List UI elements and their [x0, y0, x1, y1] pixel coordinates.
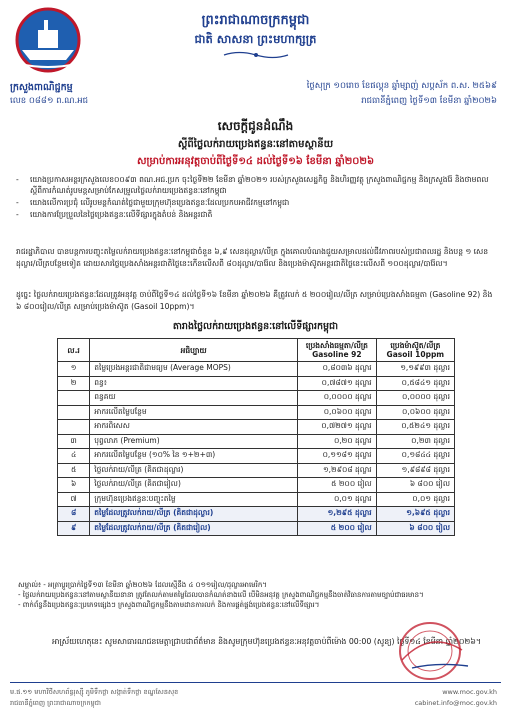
footer-website[interactable]: www.moc.gov.kh	[442, 688, 497, 696]
bullet-item: - យោងការប្រែប្រួលនៃថ្លៃប្រេងឥន្ធនៈលើទីផ្សារក្នុងតំបន់ និងអន្តរជាតិ	[16, 209, 496, 220]
row-number: ៨	[58, 507, 90, 522]
row-gasoline-price: ០,២០ ដុល្លារ	[298, 434, 377, 449]
row-diesel-price: ១,៦៩៥ ដុល្លារ	[376, 507, 454, 522]
body-paragraph-2: ដូច្នេះ ថ្លៃលក់រាយប្រេងឥន្ធនៈដែលត្រូវអនុវត្ត ចាប់ពីថ្ងៃទី១៤ ដល់ថ្ងៃទី១៦ ខែមីនា ឆ្នាំ២០២៦ គឺត្រូវលក់ ៥ ២០០រៀល/លីត្រ សម្រាប់ប្រេងសាំងធម្មតា (Gasoline 92) និង ៦ ៨០០រៀល/លីត្រ សម្រាប់ប្រេងម៉ាស៊ូត (Gasoil 10ppm)។	[16, 290, 493, 311]
footer-divider	[10, 682, 501, 683]
table-row	[58, 463, 455, 478]
col-diesel-en: Gasoil 10ppm	[386, 350, 445, 359]
table-row	[58, 405, 455, 420]
row-gasoline-price: ០,៧៨៧១ ដុល្លារ	[298, 376, 377, 391]
ornament-divider-icon	[222, 50, 290, 60]
row-number: ៥	[58, 463, 90, 478]
row-gasoline-price: ០,៨០៣៦ ដុល្លារ	[298, 362, 377, 377]
row-description: ក្រុមហ៊ុនប្រេងឥន្ធនៈបញ្ចុះតម្លៃ	[90, 492, 298, 507]
row-number: ៦	[58, 478, 90, 493]
row-number	[58, 391, 90, 406]
row-number: ២	[58, 376, 90, 391]
table-row	[58, 449, 455, 464]
notes-section	[18, 580, 498, 610]
reference-bullets	[16, 174, 496, 221]
row-gasoline-price: ០,០០០០ ដុល្លារ	[298, 391, 377, 406]
row-description: អាករលើតម្លៃបន្ថែម (១០% នៃ ១+២+៣)	[90, 449, 298, 464]
row-diesel-price: ០,០០០០ ដុល្លារ	[376, 391, 454, 406]
table-row	[58, 434, 455, 449]
row-gasoline-price: ៥ ២០០ រៀល	[298, 521, 377, 536]
row-diesel-price: ០,០១ ដុល្លារ	[376, 492, 454, 507]
col-gasoline-label: ប្រេងសាំងធម្មតា/លីត្រ	[305, 341, 368, 350]
row-number: ៩	[58, 521, 90, 536]
row-gasoline-price: ១,២៩៥ ដុល្លារ	[298, 507, 377, 522]
col-diesel-label: ប្រេងម៉ាស៊ូត/លីត្រ	[390, 341, 441, 350]
row-description: អាករលើតម្លៃបន្ថែម	[90, 405, 298, 420]
row-description: ពន្ធ៖	[90, 376, 298, 391]
reference-number: លេខ ០៨៨១ ព.ណ.អជ	[10, 96, 89, 106]
table-row	[58, 478, 455, 493]
note-item: សម្គាល់៖ - អត្រាប្តូរប្រាក់ថ្ងៃទី១៣ ខែមីនា ឆ្នាំ២០២៦ ដែលស្មើនឹង ៤ ០១១រៀល/ដុល្លារអាមេរិក។	[18, 581, 267, 589]
col-header-gasoline	[298, 339, 377, 362]
table-row	[58, 362, 455, 377]
row-diesel-price: ០,២៣ ដុល្លារ	[376, 434, 454, 449]
table-title: តារាងថ្លៃលក់រាយប្រេងឥន្ធនៈនៅលើទីផ្សារកម្ពុជា	[172, 321, 339, 332]
row-description: ពន្ធគយ	[90, 391, 298, 406]
notice-title: សេចក្តីជូនដំណឹង	[217, 119, 294, 133]
closing-paragraph: អាស្រ័យហេតុនេះ សូមសាធារណជនមេត្តាជ្រាបជាព័ត៌មាន និងសូមក្រុមហ៊ុនប្រេងឥន្ធនៈអនុវត្តចាប់ពីម៉ោង 00:00 (សូន្យ) ថ្ងៃទី១៤ ខែមីនា ឆ្នាំ២០២៦។	[52, 637, 481, 646]
row-gasoline-price: ៥ ២០០ រៀល	[298, 478, 377, 493]
row-description: តម្លៃប្រេងអន្តរជាតិជាមធ្យម (Average MOPS)	[90, 362, 298, 377]
row-gasoline-price: ០,១១៨១ ដុល្លារ	[298, 449, 377, 464]
bullet-item: - យោងលើការប្រជុំ លើរូបមន្តកំណត់ថ្លៃជាមួយក្រុមហ៊ុនប្រេងឥន្ធនៈដែលប្រកបអាជីវកម្មនៅកម្ពុជា	[16, 197, 496, 208]
body-paragraph-1: រាជរដ្ឋាភិបាល បានបន្តការបញ្ចុះតម្លៃលក់រាយប្រេងឥន្ធនៈនៅកម្ពុជាចំនួន ៦,៩ សេនដុល្លារ/លីត្រ ក្នុងគោលបំណងជួយសម្រាលដល់ជីវភាពរបស់ប្រជាពលរដ្ឋ និងបន្ត ១ សេនដុល្លារ/លីត្របន្ថែមទៀត ដោយសារថ្លៃប្រេងសាំងអន្តរជាតិថ្ងៃនេះកើនលើសពី ៨០ដុល្លារ/បារ៉ែល និងប្រេងម៉ាស៊ូតអន្តរជាតិថ្ងៃនេះលើសពី ១០០ដុល្លារ/បារ៉ែល។	[16, 247, 489, 268]
footer-address: ម.ផ.១១ មហាវិថីសហព័ន្ធរុស្ស៊ី ភូមិទឹកថ្លា សង្កាត់ទឹកថ្លា ខណ្ឌសែនសុខ	[10, 688, 179, 696]
row-diesel-price: ០,១៨៤៤ ដុល្លារ	[376, 449, 454, 464]
row-number: ៤	[58, 449, 90, 464]
lunar-date: ថ្ងៃសុក្រ ១០រោច ខែផល្គុន ឆ្នាំម្សាញ់ សប្តស័ក ព.ស. ២៥៦៩	[306, 81, 497, 91]
row-diesel-price: ៦ ៨០០ រៀល	[376, 521, 454, 536]
footer-email[interactable]: cabinet.info@moc.gov.kh	[414, 699, 497, 707]
notice-period: សម្រាប់ការអនុវត្តចាប់ពីថ្ងៃទី១៤ ដល់ថ្ងៃទី១៦ ខែមីនា ឆ្នាំ២០២៦	[136, 156, 375, 167]
table-row	[58, 507, 455, 522]
row-gasoline-price: ០,៧២៧១ ដុល្លារ	[298, 420, 377, 435]
col-header-no: ល.រ	[58, 339, 90, 362]
row-number: ៣	[58, 434, 90, 449]
row-number	[58, 420, 90, 435]
official-seal-icon	[382, 620, 478, 682]
table-row	[58, 521, 455, 536]
bullet-item: - យោងប្រកាសអន្តរក្រសួងលេខ០០៩៣ ពណ.អជ.ប្រក ចុះថ្ងៃទី២២ ខែមីនា ឆ្នាំ២០២១ របស់ក្រសួងសេដ្ឋកិច្ច និងហិរញ្ញវត្ថុ ក្រសួងពាណិជ្ជកម្ម និងក្រសួងរ៉ែ និងថាមពល ស្តីពីការកំណត់រូបមន្តសម្រាប់កែសម្រួលថ្លៃលក់រាយប្រេងឥន្ធនៈនៅកម្ពុជា	[16, 174, 496, 196]
kingdom-title: ព្រះរាជាណាចក្រកម្ពុជា	[201, 13, 310, 28]
table-row	[58, 376, 455, 391]
fuel-price-table	[57, 338, 455, 536]
row-diesel-price: ១,១៩៩៣ ដុល្លារ	[376, 362, 454, 377]
row-number: ៧	[58, 492, 90, 507]
row-description: ថ្លៃលក់រាយ/លីត្រ (គិតជាដុល្លារ)	[90, 463, 298, 478]
ministry-logo-icon	[8, 6, 88, 74]
table-row	[58, 492, 455, 507]
col-gasoline-en: Gasoline 92	[312, 350, 362, 359]
row-description: ថ្លៃលក់រាយ/លីត្រ (គិតជារៀល)	[90, 478, 298, 493]
row-description: តម្លៃដែលត្រូវលក់រាយ/លីត្រ (គិតជាដុល្លារ)	[90, 507, 298, 522]
row-diesel-price: ០,០៦០០ ដុល្លារ	[376, 405, 454, 420]
row-description: អាករពិសេស	[90, 420, 298, 435]
col-header-desc: អធិប្បាយ	[90, 339, 298, 362]
footer-city: រាជធានីភ្នំពេញ ព្រះរាជាណាចក្រកម្ពុជា	[10, 699, 101, 707]
national-motto: ជាតិ សាសនា ព្រះមហាក្សត្រ	[194, 32, 317, 46]
row-gasoline-price: ០,០១ ដុល្លារ	[298, 492, 377, 507]
table-row	[58, 420, 455, 435]
row-diesel-price: ០,៥២៤១ ដុល្លារ	[376, 420, 454, 435]
solar-date: រាជធានីភ្នំពេញ ថ្ងៃទី១៣ ខែមីនា ឆ្នាំ២០២៦	[361, 96, 497, 106]
row-number	[58, 405, 90, 420]
row-description: បុព្វលាភ (Premium)	[90, 434, 298, 449]
row-diesel-price: ៦ ៨០០ រៀល	[376, 478, 454, 493]
col-header-diesel	[376, 339, 454, 362]
ministry-name: ក្រសួងពាណិជ្ជកម្ម	[10, 82, 73, 93]
note-item: - ថ្លៃលក់រាយប្រេងឥន្ធនៈនៅតាមស្ថានីយនានា ត្រូវតែលក់តាមតម្លៃដែលបានកំណត់ខាងលើ បើមិនអនុវត្ត ក្រសួងពាណិជ្ជកម្មនឹងចាត់វិធានការតាមច្បាប់ជាធរមាន។	[18, 591, 424, 599]
table-row	[58, 391, 455, 406]
row-number: ១	[58, 362, 90, 377]
row-description: តម្លៃដែលត្រូវលក់រាយ/លីត្រ (គិតជារៀល)	[90, 521, 298, 536]
row-diesel-price: ១,៩៨៩៨ ដុល្លារ	[376, 463, 454, 478]
row-diesel-price: ០,៥៨៤១ ដុល្លារ	[376, 376, 454, 391]
note-item: - ពាក់ព័ន្ធនឹងប្រេងឥន្ធនៈប្រភេទផ្សេងៗ ក្រសួងពាណិជ្ជកម្មនឹងតាមដានការលក់ និងការផ្គត់ផ្គង់ប្រេងឥន្ធនៈនៅលើទីផ្សារ។	[18, 601, 320, 609]
row-gasoline-price: ១,២៩០៨ ដុល្លារ	[298, 463, 377, 478]
notice-subtitle: ស្តីពីថ្លៃលក់រាយប្រេងឥន្ធនៈនៅតាមស្ថានីយ	[177, 139, 334, 150]
row-gasoline-price: ០,០៦០០ ដុល្លារ	[298, 405, 377, 420]
